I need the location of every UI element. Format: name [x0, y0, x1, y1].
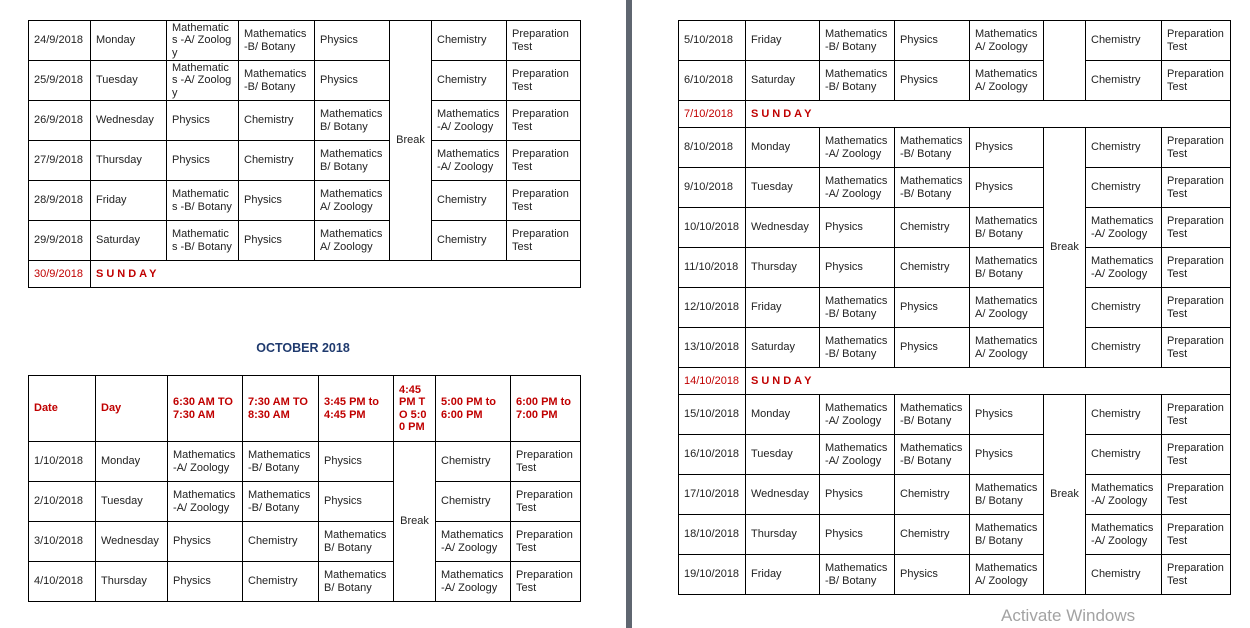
- slot1-cell: Mathematics -B/ Botany: [167, 221, 239, 261]
- table-row: [29, 61, 581, 101]
- slot1-cell: Mathematics -A/ Zoology: [820, 168, 895, 208]
- slot6-cell: Preparation Test: [507, 141, 581, 181]
- date-cell: 8/10/2018: [679, 128, 746, 168]
- slot1-cell: Physics: [820, 208, 895, 248]
- header-slot6: 6:00 PM to 7:00 PM: [511, 376, 581, 442]
- table-row: [29, 21, 581, 61]
- slot5-cell: Chemistry: [432, 21, 507, 61]
- slot1-cell: Mathematics -B/ Botany: [820, 328, 895, 368]
- slot6-cell: Preparation Test: [1162, 435, 1231, 475]
- table-row: [679, 475, 1231, 515]
- slot3-cell: Physics: [315, 21, 390, 61]
- slot5-cell: Chemistry: [436, 442, 511, 482]
- day-cell: Friday: [746, 555, 820, 595]
- slot3-cell: Mathematics B/ Botany: [319, 562, 394, 602]
- slot6-cell: Preparation Test: [511, 562, 581, 602]
- break-cell: Break: [1044, 395, 1086, 595]
- sunday-date-cell: 30/9/2018: [29, 261, 91, 288]
- slot1-cell: Mathematics -A/ Zoology: [168, 442, 243, 482]
- slot6-cell: Preparation Test: [1162, 168, 1231, 208]
- header-slot4: 4:45 PM TO 5:00 PM: [394, 376, 436, 442]
- table-row: [679, 21, 1231, 61]
- date-cell: 6/10/2018: [679, 61, 746, 101]
- slot5-cell: Mathematics -A/ Zoology: [1086, 248, 1162, 288]
- slot2-cell: Chemistry: [243, 562, 319, 602]
- date-cell: 29/9/2018: [29, 221, 91, 261]
- date-cell: 5/10/2018: [679, 21, 746, 61]
- date-cell: 3/10/2018: [29, 522, 96, 562]
- slot1-cell: Mathematics -B/ Botany: [167, 181, 239, 221]
- table-row: [29, 562, 581, 602]
- october-timetable-left: [28, 375, 581, 602]
- slot3-cell: Mathematics B/ Botany: [970, 515, 1044, 555]
- slot2-cell: Chemistry: [895, 515, 970, 555]
- slot5-cell: Chemistry: [1086, 328, 1162, 368]
- slot5-cell: Chemistry: [432, 181, 507, 221]
- day-cell: Monday: [746, 395, 820, 435]
- slot1-cell: Physics: [820, 475, 895, 515]
- slot5-cell: Chemistry: [1086, 555, 1162, 595]
- slot5-cell: Chemistry: [1086, 168, 1162, 208]
- date-cell: 10/10/2018: [679, 208, 746, 248]
- slot1-cell: Physics: [168, 562, 243, 602]
- slot6-cell: Preparation Test: [507, 61, 581, 101]
- slot5-cell: Chemistry: [432, 61, 507, 101]
- day-cell: Wednesday: [96, 522, 168, 562]
- day-cell: Thursday: [91, 141, 167, 181]
- slot1-cell: Mathematics -A/ Zoology: [168, 482, 243, 522]
- table-row: [29, 482, 581, 522]
- day-cell: Tuesday: [746, 435, 820, 475]
- slot1-cell: Mathematics -B/ Botany: [820, 555, 895, 595]
- slot1-cell: Mathematics -B/ Botany: [820, 61, 895, 101]
- slot2-cell: Physics: [895, 328, 970, 368]
- table-row: [29, 141, 581, 181]
- slot2-cell: Mathematics -B/ Botany: [239, 61, 315, 101]
- slot2-cell: Chemistry: [239, 101, 315, 141]
- table-row: [679, 395, 1231, 435]
- header-slot2: 7:30 AM TO 8:30 AM: [243, 376, 319, 442]
- slot6-cell: Preparation Test: [1162, 288, 1231, 328]
- day-cell: Thursday: [746, 515, 820, 555]
- day-cell: Saturday: [746, 61, 820, 101]
- date-cell: 13/10/2018: [679, 328, 746, 368]
- slot2-cell: Physics: [895, 61, 970, 101]
- sunday-row: [679, 101, 1231, 128]
- slot6-cell: Preparation Test: [511, 442, 581, 482]
- table-row: [29, 221, 581, 261]
- slot5-cell: Chemistry: [1086, 435, 1162, 475]
- slot6-cell: Preparation Test: [507, 101, 581, 141]
- sunday-label: SUNDAY: [746, 368, 1231, 395]
- slot2-cell: Chemistry: [895, 475, 970, 515]
- break-cell: [1044, 21, 1086, 101]
- slot3-cell: Mathematics A/ Zoology: [970, 555, 1044, 595]
- date-cell: 18/10/2018: [679, 515, 746, 555]
- slot1-cell: Mathematics -B/ Botany: [820, 288, 895, 328]
- day-cell: Friday: [746, 21, 820, 61]
- slot6-cell: Preparation Test: [507, 21, 581, 61]
- slot5-cell: Mathematics -A/ Zoology: [1086, 475, 1162, 515]
- slot2-cell: Mathematics -B/ Botany: [895, 168, 970, 208]
- sunday-date-cell: 7/10/2018: [679, 101, 746, 128]
- date-cell: 9/10/2018: [679, 168, 746, 208]
- slot1-cell: Physics: [168, 522, 243, 562]
- header-day: Day: [96, 376, 168, 442]
- date-cell: 16/10/2018: [679, 435, 746, 475]
- table-row: [679, 515, 1231, 555]
- date-cell: 1/10/2018: [29, 442, 96, 482]
- date-cell: 27/9/2018: [29, 141, 91, 181]
- slot2-cell: Mathematics -B/ Botany: [895, 128, 970, 168]
- date-cell: 11/10/2018: [679, 248, 746, 288]
- slot6-cell: Preparation Test: [1162, 208, 1231, 248]
- slot5-cell: Chemistry: [1086, 288, 1162, 328]
- table-row: [679, 208, 1231, 248]
- slot2-cell: Mathematics -B/ Botany: [243, 442, 319, 482]
- slot6-cell: Preparation Test: [1162, 475, 1231, 515]
- slot6-cell: Preparation Test: [1162, 395, 1231, 435]
- slot5-cell: Chemistry: [1086, 395, 1162, 435]
- slot1-cell: Mathematics -A/ Zoology: [820, 435, 895, 475]
- slot3-cell: Mathematics B/ Botany: [970, 208, 1044, 248]
- date-cell: 4/10/2018: [29, 562, 96, 602]
- date-cell: 17/10/2018: [679, 475, 746, 515]
- day-cell: Thursday: [96, 562, 168, 602]
- slot3-cell: Mathematics A/ Zoology: [970, 328, 1044, 368]
- activate-windows-watermark: Activate Windows: [1001, 606, 1136, 625]
- slot5-cell: Chemistry: [436, 482, 511, 522]
- sunday-row: [29, 261, 581, 288]
- table-row: [29, 522, 581, 562]
- slot3-cell: Physics: [319, 482, 394, 522]
- day-cell: Monday: [91, 21, 167, 61]
- slot2-cell: Physics: [895, 21, 970, 61]
- slot2-cell: Physics: [895, 555, 970, 595]
- slot2-cell: Chemistry: [239, 141, 315, 181]
- day-cell: Friday: [746, 288, 820, 328]
- slot5-cell: Chemistry: [1086, 21, 1162, 61]
- header-slot5: 5:00 PM to 6:00 PM: [436, 376, 511, 442]
- slot3-cell: Mathematics A/ Zoology: [970, 288, 1044, 328]
- sunday-date-cell: 14/10/2018: [679, 368, 746, 395]
- break-cell: Break: [390, 21, 432, 261]
- slot3-cell: Mathematics B/ Botany: [315, 101, 390, 141]
- break-cell: Break: [394, 442, 436, 602]
- date-cell: 26/9/2018: [29, 101, 91, 141]
- slot6-cell: Preparation Test: [1162, 328, 1231, 368]
- slot5-cell: Chemistry: [1086, 61, 1162, 101]
- slot3-cell: Physics: [970, 128, 1044, 168]
- table-row: [679, 435, 1231, 475]
- day-cell: Wednesday: [746, 208, 820, 248]
- slot2-cell: Physics: [239, 221, 315, 261]
- table-row: [679, 328, 1231, 368]
- slot5-cell: Mathematics -A/ Zoology: [1086, 515, 1162, 555]
- header-slot1: 6:30 AM TO 7:30 AM: [168, 376, 243, 442]
- slot3-cell: Mathematics A/ Zoology: [970, 21, 1044, 61]
- slot3-cell: Physics: [970, 435, 1044, 475]
- slot5-cell: Chemistry: [432, 221, 507, 261]
- slot1-cell: Mathematics -A/ Zoology: [820, 128, 895, 168]
- slot6-cell: Preparation Test: [1162, 61, 1231, 101]
- slot6-cell: Preparation Test: [1162, 21, 1231, 61]
- day-cell: Tuesday: [746, 168, 820, 208]
- day-cell: Wednesday: [746, 475, 820, 515]
- slot3-cell: Mathematics B/ Botany: [970, 248, 1044, 288]
- right-document-page: [632, 0, 1250, 628]
- slot3-cell: Mathematics B/ Botany: [970, 475, 1044, 515]
- slot5-cell: Chemistry: [1086, 128, 1162, 168]
- slot3-cell: Physics: [319, 442, 394, 482]
- slot5-cell: Mathematics -A/ Zoology: [432, 101, 507, 141]
- sunday-label: SUNDAY: [91, 261, 581, 288]
- day-cell: Monday: [96, 442, 168, 482]
- slot6-cell: Preparation Test: [1162, 128, 1231, 168]
- header-date: Date: [29, 376, 96, 442]
- table-row: [679, 248, 1231, 288]
- header-row: [29, 376, 581, 442]
- header-slot3: 3:45 PM to 4:45 PM: [319, 376, 394, 442]
- slot5-cell: Mathematics -A/ Zoology: [432, 141, 507, 181]
- table-row: [29, 181, 581, 221]
- slot1-cell: Mathematics -A/ Zoology: [820, 395, 895, 435]
- slot6-cell: Preparation Test: [511, 522, 581, 562]
- date-cell: 2/10/2018: [29, 482, 96, 522]
- slot1-cell: Mathematics -A/ Zoology: [167, 61, 239, 101]
- slot5-cell: Mathematics -A/ Zoology: [1086, 208, 1162, 248]
- table-row: [679, 555, 1231, 595]
- break-cell: Break: [1044, 128, 1086, 368]
- slot2-cell: Mathematics -B/ Botany: [895, 395, 970, 435]
- sunday-label: SUNDAY: [746, 101, 1231, 128]
- slot2-cell: Chemistry: [895, 208, 970, 248]
- september-timetable: [28, 20, 581, 288]
- slot3-cell: Mathematics B/ Botany: [319, 522, 394, 562]
- slot3-cell: Mathematics B/ Botany: [315, 141, 390, 181]
- slot3-cell: Physics: [970, 168, 1044, 208]
- day-cell: Monday: [746, 128, 820, 168]
- table-row: [29, 101, 581, 141]
- sunday-row: [679, 368, 1231, 395]
- date-cell: 24/9/2018: [29, 21, 91, 61]
- day-cell: Tuesday: [91, 61, 167, 101]
- date-cell: 15/10/2018: [679, 395, 746, 435]
- slot6-cell: Preparation Test: [507, 221, 581, 261]
- slot1-cell: Physics: [820, 248, 895, 288]
- october-heading: OCTOBER 2018: [256, 341, 350, 355]
- date-cell: 28/9/2018: [29, 181, 91, 221]
- october-timetable-right: [678, 20, 1231, 595]
- slot6-cell: Preparation Test: [507, 181, 581, 221]
- day-cell: Saturday: [91, 221, 167, 261]
- slot2-cell: Chemistry: [243, 522, 319, 562]
- day-cell: Thursday: [746, 248, 820, 288]
- table-row: [679, 61, 1231, 101]
- slot5-cell: Mathematics -A/ Zoology: [436, 522, 511, 562]
- table-row: [679, 288, 1231, 328]
- slot2-cell: Mathematics -B/ Botany: [895, 435, 970, 475]
- date-cell: 12/10/2018: [679, 288, 746, 328]
- slot1-cell: Physics: [167, 101, 239, 141]
- slot1-cell: Physics: [820, 515, 895, 555]
- slot2-cell: Chemistry: [895, 248, 970, 288]
- date-cell: 19/10/2018: [679, 555, 746, 595]
- slot1-cell: Physics: [167, 141, 239, 181]
- table-row: [679, 128, 1231, 168]
- slot3-cell: Physics: [970, 395, 1044, 435]
- slot6-cell: Preparation Test: [1162, 555, 1231, 595]
- slot3-cell: Mathematics A/ Zoology: [315, 221, 390, 261]
- slot5-cell: Mathematics -A/ Zoology: [436, 562, 511, 602]
- day-cell: Friday: [91, 181, 167, 221]
- slot3-cell: Mathematics A/ Zoology: [970, 61, 1044, 101]
- slot3-cell: Physics: [315, 61, 390, 101]
- slot1-cell: Mathematics -B/ Botany: [820, 21, 895, 61]
- day-cell: Tuesday: [96, 482, 168, 522]
- slot2-cell: Mathematics -B/ Botany: [239, 21, 315, 61]
- table-row: [679, 168, 1231, 208]
- slot1-cell: Mathematics -A/ Zoology: [167, 21, 239, 61]
- slot6-cell: Preparation Test: [1162, 515, 1231, 555]
- slot6-cell: Preparation Test: [1162, 248, 1231, 288]
- slot2-cell: Physics: [895, 288, 970, 328]
- day-cell: Wednesday: [91, 101, 167, 141]
- slot2-cell: Mathematics -B/ Botany: [243, 482, 319, 522]
- slot6-cell: Preparation Test: [511, 482, 581, 522]
- date-cell: 25/9/2018: [29, 61, 91, 101]
- slot3-cell: Mathematics A/ Zoology: [315, 181, 390, 221]
- day-cell: Saturday: [746, 328, 820, 368]
- slot2-cell: Physics: [239, 181, 315, 221]
- table-row: [29, 442, 581, 482]
